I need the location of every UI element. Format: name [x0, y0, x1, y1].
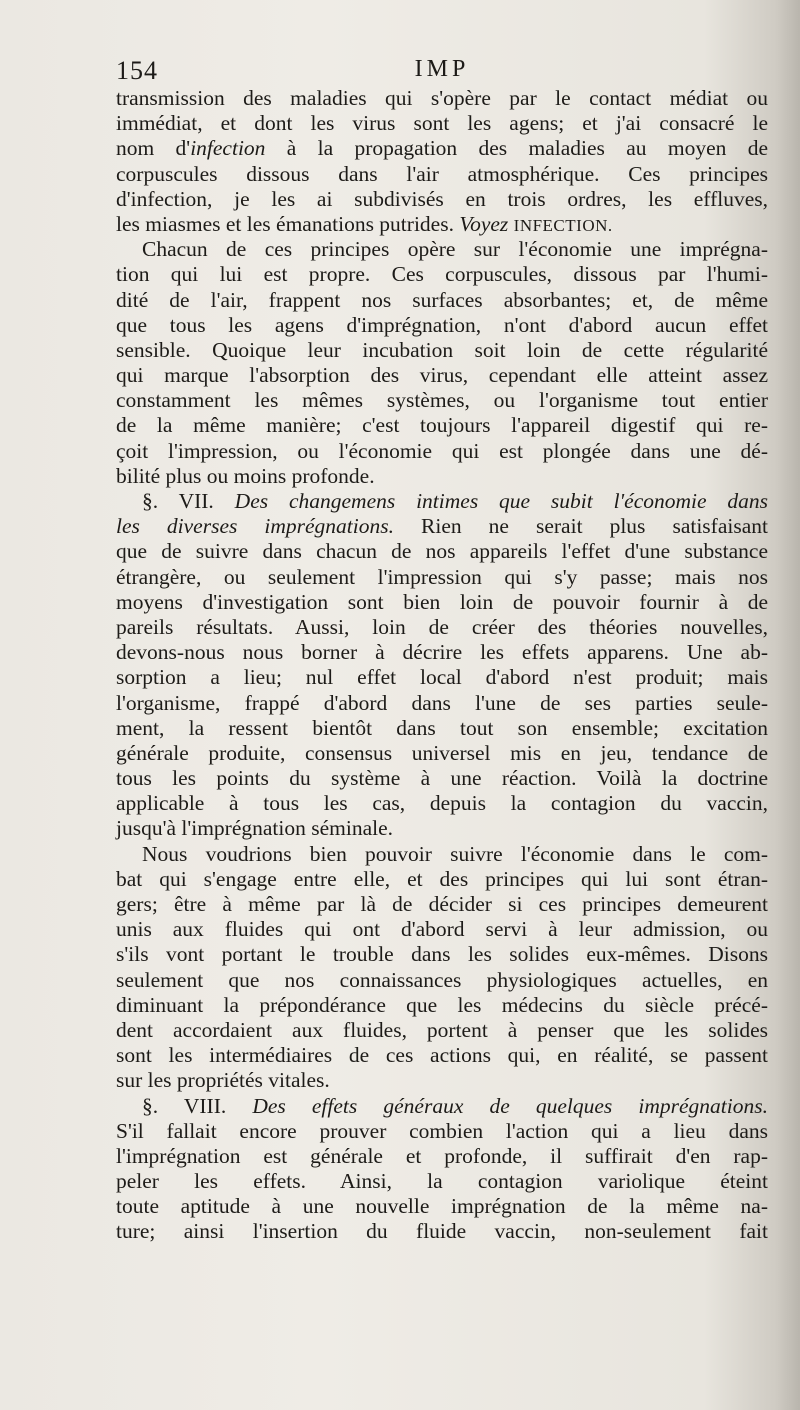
text-line: sorption a lieu; nul effet local d'abord n'est produit; mais: [116, 665, 768, 690]
text-line: sensible. Quoique leur incubation soit loin de cette régularité: [116, 337, 768, 362]
cross-reference: Voyez: [459, 211, 509, 236]
text-line: étrangère, ou seulement l'impression qui s'y passe; mais nos: [116, 564, 768, 589]
text-line: tion qui lui est propre. Ces corpuscules, dissous par l'humi-: [116, 262, 768, 287]
text-line: d'infection, je les ai subdivisés en trois ordres, les effluves,: [116, 186, 768, 211]
text-line: s'ils vont portant le trouble dans les solides eux-mêmes. Disons: [116, 942, 768, 967]
text-line: devons-nous nous borner à décrire les effets apparens. Une ab-: [116, 640, 768, 665]
text-line: jusqu'à l'imprégnation séminale.: [116, 816, 394, 841]
text-line: pareils résultats. Aussi, loin de créer des théories nouvelles,: [116, 614, 768, 639]
text-line: que de suivre dans chacun de nos appareils l'effet d'une substance: [116, 539, 768, 564]
section-title: Des changemens intimes que subit l'économie dans: [234, 489, 768, 513]
text-line: que tous les agens d'imprégnation, n'ont d'abord aucun effet: [116, 312, 768, 337]
text-line: qui marque l'absorption des virus, cependant elle atteint assez: [116, 363, 768, 388]
text-line: corpuscules dissous dans l'air atmosphérique. Ces principes: [116, 161, 768, 186]
text-line: de la même manière; c'est toujours l'appareil digestif qui re-: [116, 413, 768, 438]
text-line: Chacun de ces principes opère sur l'économie une imprégna-: [142, 237, 768, 262]
text-line: diminuant la prépondérance que les médecins du siècle précé-: [116, 992, 768, 1017]
italic-term: infection: [190, 136, 266, 161]
text-fragment: Rien ne serait plus satisfaisant: [394, 514, 768, 539]
section-title: Des effets généraux de quelques imprégnations.: [252, 1093, 769, 1118]
body-text: [116, 86, 768, 1245]
text-line: bat qui s'engage entre elle, et des principes qui lui sont étran-: [116, 866, 768, 891]
text-line: sur les propriétés vitales.: [116, 1068, 330, 1093]
text-line: ture; ainsi l'insertion du fluide vaccin, non-seulement fait: [116, 1219, 768, 1244]
text-line: gers; être à même par là de décider si ces principes demeurent: [116, 892, 768, 916]
text-line: transmission des maladies qui s'opère par le contact médiat ou: [116, 86, 768, 110]
text-line: [116, 212, 768, 237]
text-line: dité de l'air, frappent nos surfaces absorbantes; et, de même: [116, 287, 768, 312]
section-heading: [116, 1094, 768, 1119]
text-line: bilité plus ou moins profonde.: [116, 463, 375, 488]
text-line: l'imprégnation est générale et profonde, il suffirait d'en rap-: [116, 1143, 768, 1168]
text-line: sont les intermédiaires de ces actions qui, en réalité, se passent: [116, 1043, 768, 1068]
text-line: [116, 136, 768, 161]
text-line: tous les points du système à une réaction. Voilà la doctrine: [116, 766, 768, 791]
text-line: unis aux fluides qui ont d'abord servi à leur admission, ou: [116, 917, 768, 942]
section-number: §. VIII.: [142, 1093, 227, 1118]
text-line: çoit l'impression, ou l'économie qui est plongée dans une dé-: [116, 438, 768, 463]
page-number: 154: [116, 56, 158, 85]
text-line: toute aptitude à une nouvelle imprégnation de la même na-: [116, 1194, 768, 1219]
text-line: seulement que nos connaissances physiologiques actuelles, en: [116, 967, 768, 992]
text-line: immédiat, et dont les virus sont les agens; et j'ai consacré le: [116, 111, 768, 136]
text-line: S'il fallait encore prouver combien l'action qui a lieu dans: [116, 1118, 768, 1143]
text-line: Nous voudrions bien pouvoir suivre l'économie dans le com-: [142, 841, 768, 866]
section-number: §. VII.: [142, 489, 214, 513]
text-line: ment, la ressent bientôt dans tout son ensemble; excitation: [116, 715, 768, 740]
text-line: moyens d'investigation sont bien loin de pouvoir fournir à de: [116, 589, 768, 614]
text-line: applicable à tous les cas, depuis la contagion du vaccin,: [116, 791, 768, 816]
text-line: constamment les mêmes systèmes, ou l'organisme tout entier: [116, 388, 768, 413]
text-fragment: à la propagation des maladies au moyen de: [265, 136, 768, 161]
section-heading: [116, 489, 768, 514]
text-line: générale produite, consensus universel mis en jeu, tendance de: [116, 740, 768, 765]
text-fragment: les miasmes et les émanations putrides.: [116, 211, 454, 236]
text-line: peler les effets. Ainsi, la contagion variolique éteint: [116, 1169, 768, 1194]
text-line: dent accordaient aux fluides, portent à penser que les solides: [116, 1017, 768, 1042]
page-header: [116, 56, 768, 88]
text-line: [116, 514, 768, 539]
cross-reference-target: INFECTION.: [513, 215, 613, 235]
text-line: l'organisme, frappé d'abord dans l'une de ses parties seule-: [116, 690, 768, 715]
running-head: IMP: [414, 56, 470, 82]
section-title-continued: les diverses imprégnations.: [116, 514, 394, 539]
text-fragment: nom d': [116, 136, 191, 161]
